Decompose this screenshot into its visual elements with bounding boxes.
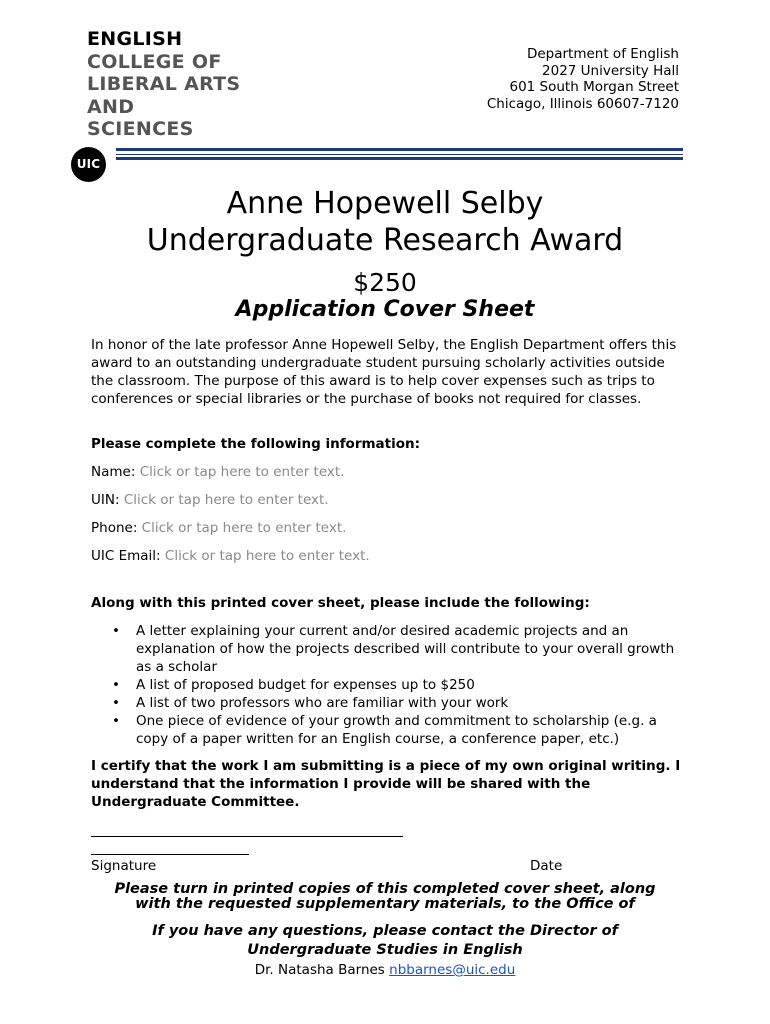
list-item: • A list of two professors who are familiar with your work — [112, 695, 509, 711]
include-heading: Along with this printed cover sheet, please include the following: — [91, 595, 590, 611]
logo-line-sciences: SCIENCES — [87, 118, 194, 140]
uin-input[interactable]: Click or tap here to enter text. — [123, 492, 329, 508]
college-logo — [87, 28, 240, 141]
name-input[interactable]: Click or tap here to enter text. — [139, 464, 345, 480]
intro-paragraph: In honor of the late professor Anne Hopewell Selby, the English Department offers this award to an outstanding undergraduate student pursuing scholarly activities outside the classroom. The purpose of this award is to help cover expenses such as trips to conferences or special libraries or the purchase of books not required for classes. — [91, 337, 677, 407]
contact-line — [0, 961, 770, 979]
date-label: Date — [530, 858, 563, 874]
email-input[interactable]: Click or tap here to enter text. — [164, 548, 370, 564]
address-line: Chicago, Illinois 60607-7120 — [486, 95, 679, 112]
list-item: • A letter explaining your current and/or desired academic projects and an explanation of how the projects described will contribute to your overall growth as a scholar — [112, 623, 675, 675]
logo-line-english: ENGLISH — [87, 28, 183, 50]
header-rule — [116, 157, 683, 160]
logo-line-and: AND — [87, 95, 135, 118]
award-title-line2: Undergraduate Research Award — [146, 223, 624, 258]
page-subtitle: Application Cover Sheet — [235, 297, 535, 322]
certification-statement: I certify that the work I am submitting is a piece of my own original writing. I understand that the information I provide will be shared with the Undergraduate Committee. — [91, 758, 681, 810]
contact-name: Dr. Natasha Barnes — [254, 962, 385, 978]
logo-line-college-of: COLLEGE OF — [87, 50, 222, 73]
email-field[interactable] — [91, 547, 370, 565]
header-rule — [116, 154, 683, 155]
submission-instructions: Please turn in printed copies of this completed cover sheet, along with the requested supplementary materials, to the Office of — [114, 881, 656, 912]
department-address — [487, 46, 679, 112]
include-list — [110, 622, 690, 748]
list-item: • A list of proposed budget for expenses up to $250 — [112, 677, 475, 693]
bullet-icon: • — [112, 695, 120, 711]
uin-field[interactable] — [91, 491, 329, 509]
list-item: • One piece of evidence of your growth and commitment to scholarship (e.g. a copy of a paper written for an English course, a conference paper, etc.) — [112, 713, 657, 747]
uin-label: UIN: — [91, 492, 120, 508]
questions-note: If you have any questions, please contact the Director of Undergraduate Studies in English — [152, 923, 618, 958]
signature-label: Signature — [91, 858, 157, 874]
email-label: UIC Email: — [91, 548, 161, 564]
date-line[interactable] — [91, 854, 249, 855]
bullet-icon: • — [112, 623, 120, 639]
contact-email-link[interactable]: nbbarnes@uic.edu — [389, 962, 516, 978]
address-line: 601 South Morgan Street — [509, 79, 679, 95]
award-title: Anne Hopewell Selby — [226, 186, 544, 221]
bullet-icon: • — [112, 677, 120, 693]
logo-line-liberal-arts: LIBERAL ARTS — [87, 73, 241, 95]
phone-field[interactable] — [91, 519, 346, 537]
award-amount: $250 — [353, 268, 417, 297]
phone-label: Phone: — [91, 520, 138, 536]
form-heading: Please complete the following information: — [91, 436, 421, 452]
signature-line[interactable] — [91, 836, 403, 837]
phone-input[interactable]: Click or tap here to enter text. — [141, 520, 347, 536]
name-field[interactable] — [91, 463, 344, 481]
address-line: Department of English — [526, 46, 679, 62]
header-rule — [116, 148, 683, 151]
bullet-icon: • — [112, 713, 120, 729]
name-label: Name: — [91, 464, 136, 480]
address-line: 2027 University Hall — [542, 62, 679, 79]
uic-logo-icon: UIC — [71, 147, 106, 182]
